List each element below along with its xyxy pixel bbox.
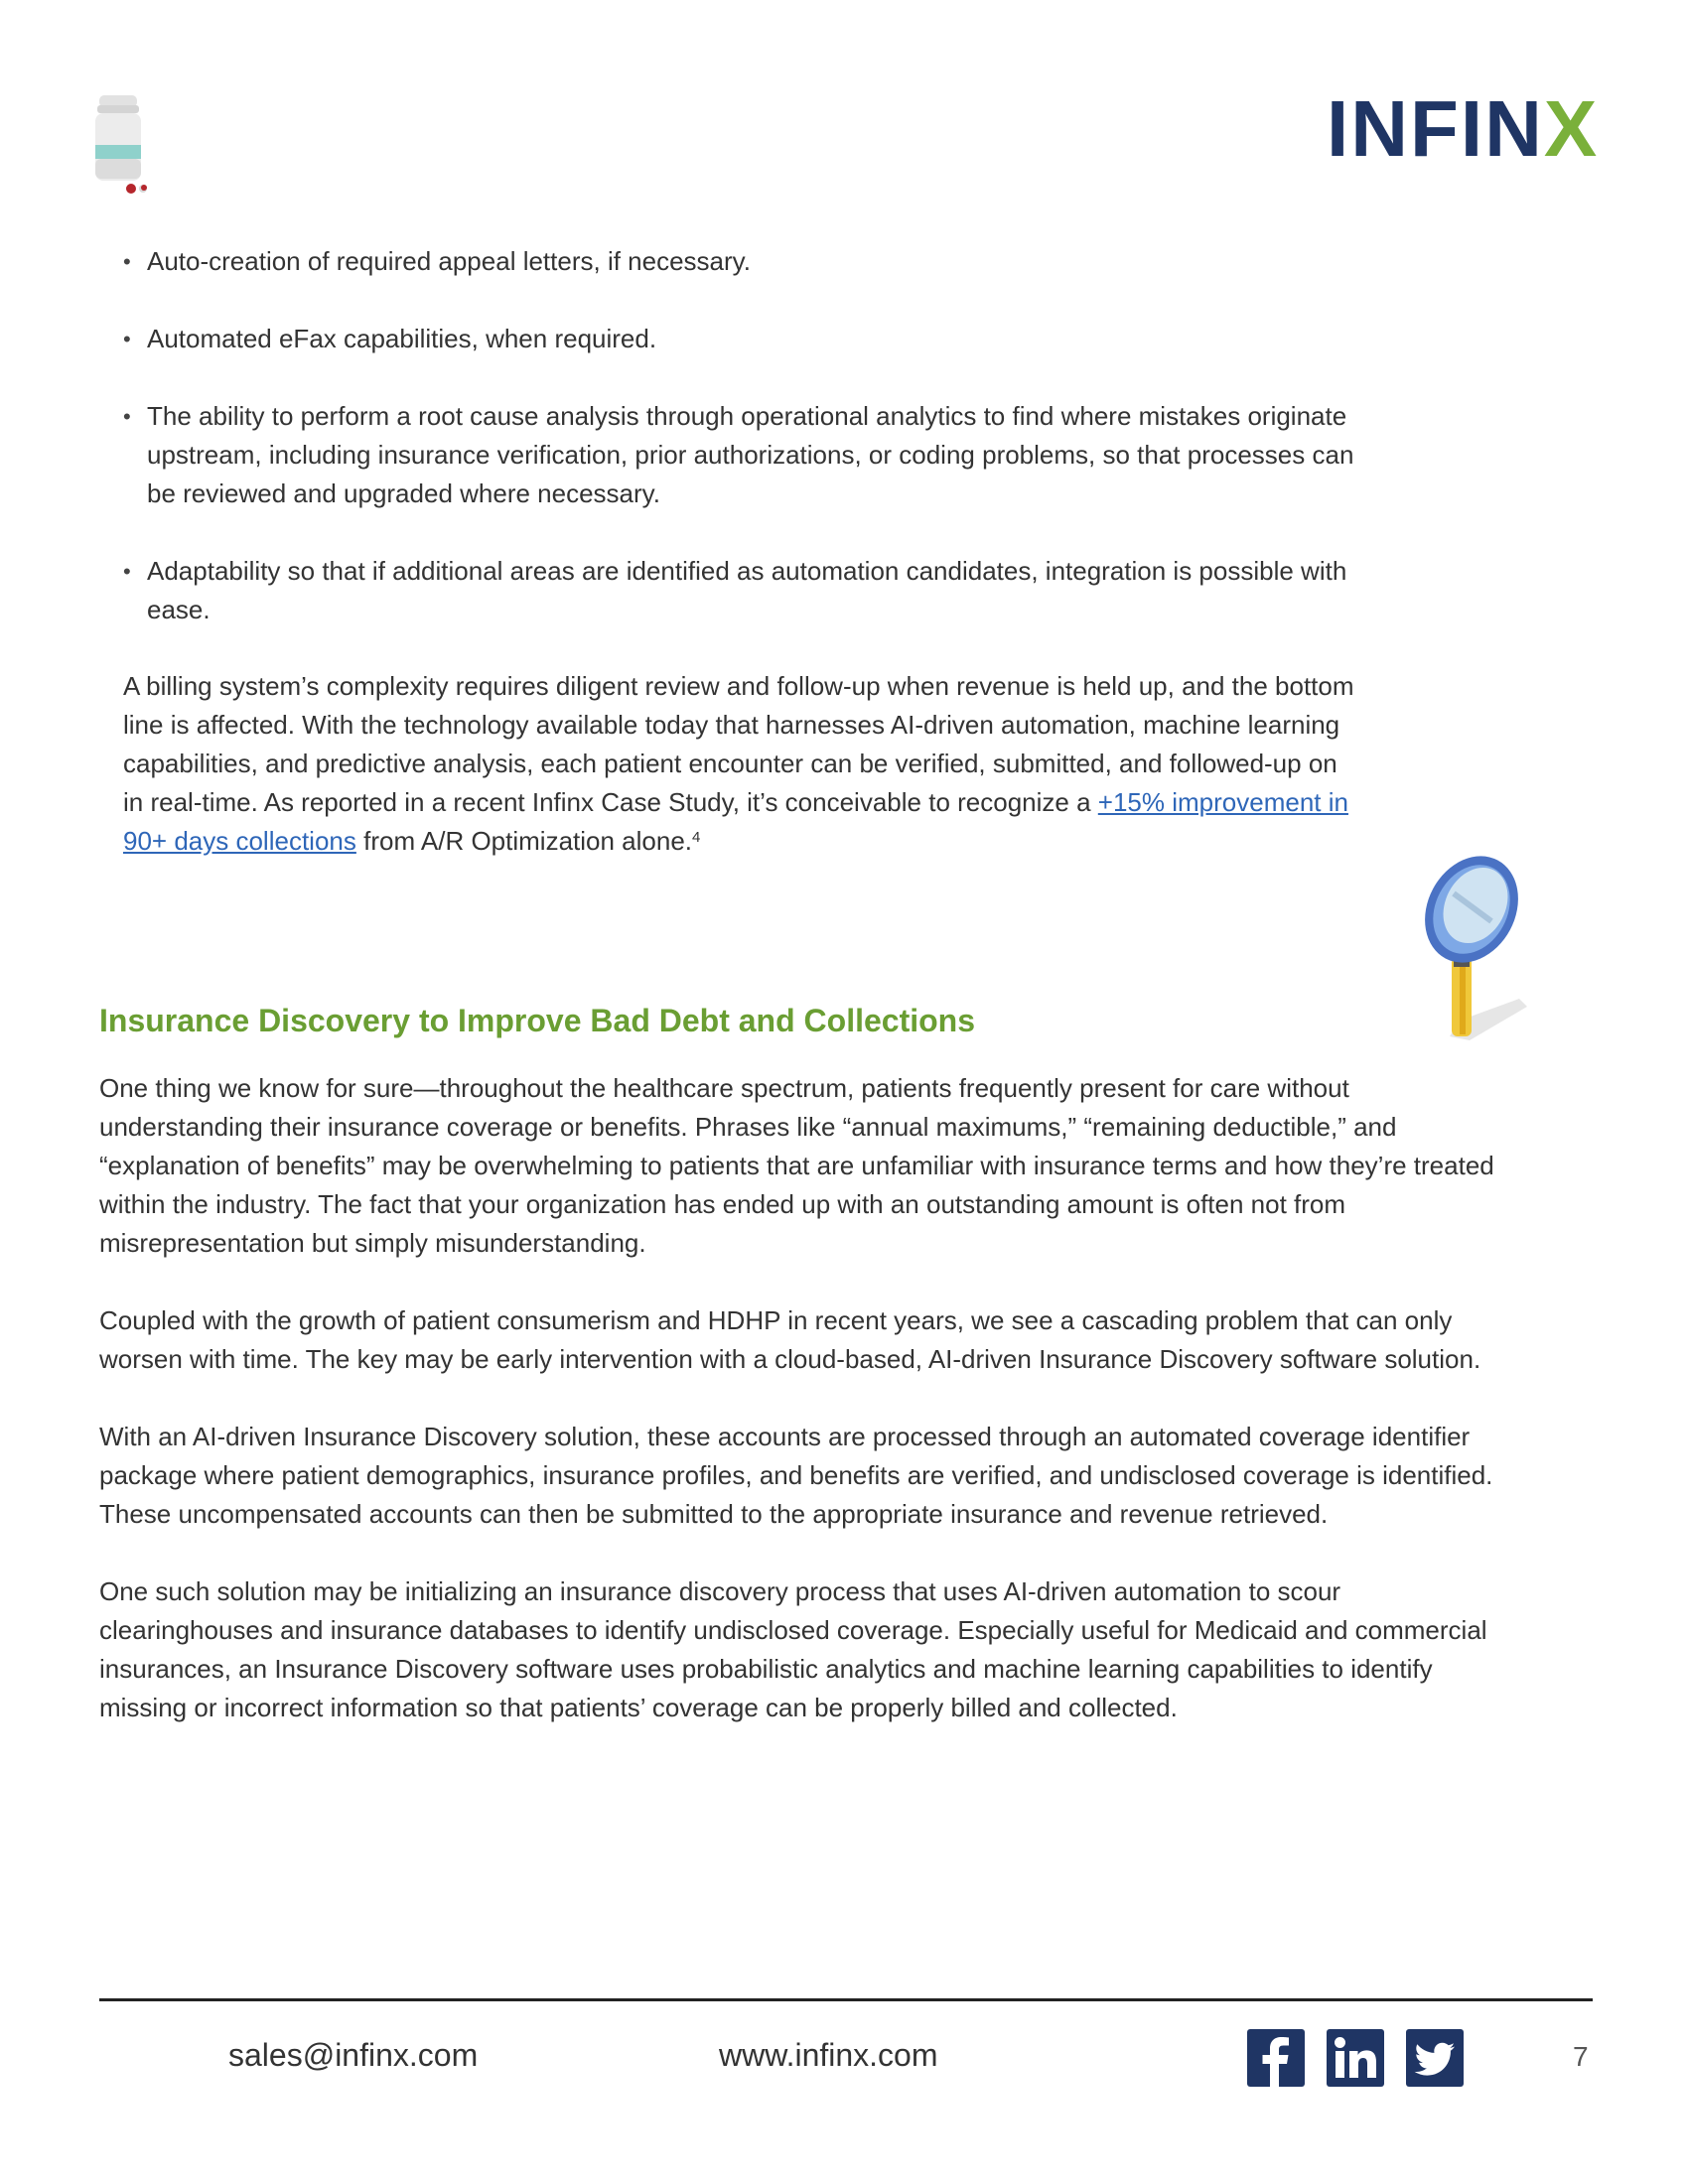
footer-website-link[interactable]: www.infinx.com <box>719 2037 938 2073</box>
intro-text-before: A billing system’s complexity requires diligent review and follow-up when revenue is held up, and the bottom line is affected. With the technology available today that harnesses AI-driven automation, machine learning capabilities, and predictive analysis, each patient encounter can be verified, submitted, and followed-up on in real-time. As reported in a recent Infinx Case Study, it’s conceivable to recognize a <box>123 671 1354 817</box>
list-item: • Automated eFax capabilities, when required. <box>123 320 1354 358</box>
intro-paragraph <box>123 667 1364 861</box>
magnifying-glass-icon <box>1410 850 1529 1053</box>
case-study-link[interactable]: +15% improvement in 90+ days collections <box>123 787 1348 856</box>
linkedin-icon[interactable] <box>1327 2029 1384 2087</box>
logo-accent-x: X <box>1543 84 1600 173</box>
infinx-logo <box>1327 84 1600 173</box>
body-paragraph: One thing we know for sure—throughout the healthcare spectrum, patients frequently present for care without understanding their insurance coverage or benefits. Phrases like “annual maximums,” “remaining deductible,” and “explanation of benefits” may be overwhelming to patients that are unfamiliar with insurance terms and how they’re treated within the industry. The fact that your organization has ended up with an outstanding amount is often not from misrepresentation but simply misunderstanding. <box>99 1073 1494 1258</box>
body-paragraph: Coupled with the growth of patient consumerism and HDHP in recent years, we see a cascading problem that can only worsen with time. The key may be early intervention with a cloud-based, AI-driven Insurance Discovery software solution. <box>99 1305 1481 1374</box>
list-item: • Adaptability so that if additional areas are identified as automation candidates, integration is possible with ease. <box>123 552 1354 629</box>
body-paragraph: One such solution may be initializing an insurance discovery process that uses AI-driven automation to scour clearinghouses and insurance databases to identify undisclosed coverage. Especially useful for Medicaid and commercial insurances, an Insurance Discovery software uses probabilistic analytics and machine learning capabilities to identify missing or incorrect information so that patients’ coverage can be properly billed and collected. <box>99 1576 1487 1722</box>
twitter-icon[interactable] <box>1406 2029 1464 2087</box>
list-item: • The ability to perform a root cause analysis through operational analytics to find where mistakes originate upstream, including insurance verification, prior authorizations, or coding problems, so that processes can be reviewed and upgraded where necessary. <box>123 397 1354 513</box>
list-item: • Auto-creation of required appeal letters, if necessary. <box>123 242 1354 281</box>
intro-text-after: from A/R Optimization alone. <box>355 826 693 856</box>
page-number: 7 <box>1573 2041 1589 2072</box>
footnote-marker: 4 <box>692 829 701 846</box>
section-heading: Insurance Discovery to Improve Bad Debt and Collections <box>99 1003 975 1038</box>
body-paragraph: With an AI-driven Insurance Discovery solution, these accounts are processed through an automated coverage identifier package where patient demographics, insurance profiles, and benefits are verified, and undisclosed coverage is identified. These uncompensated accounts can then be submitted to the appropriate insurance and revenue retrieved. <box>99 1422 1493 1529</box>
logo-main-text: INFIN <box>1327 84 1544 173</box>
feature-bullet-list <box>123 242 1354 668</box>
footer-email-link[interactable]: sales@infinx.com <box>228 2037 479 2073</box>
footer-divider <box>99 1998 1593 2001</box>
section-body <box>99 1069 1519 1766</box>
facebook-icon[interactable] <box>1247 2029 1305 2087</box>
pill-bottle-icon <box>91 95 161 204</box>
